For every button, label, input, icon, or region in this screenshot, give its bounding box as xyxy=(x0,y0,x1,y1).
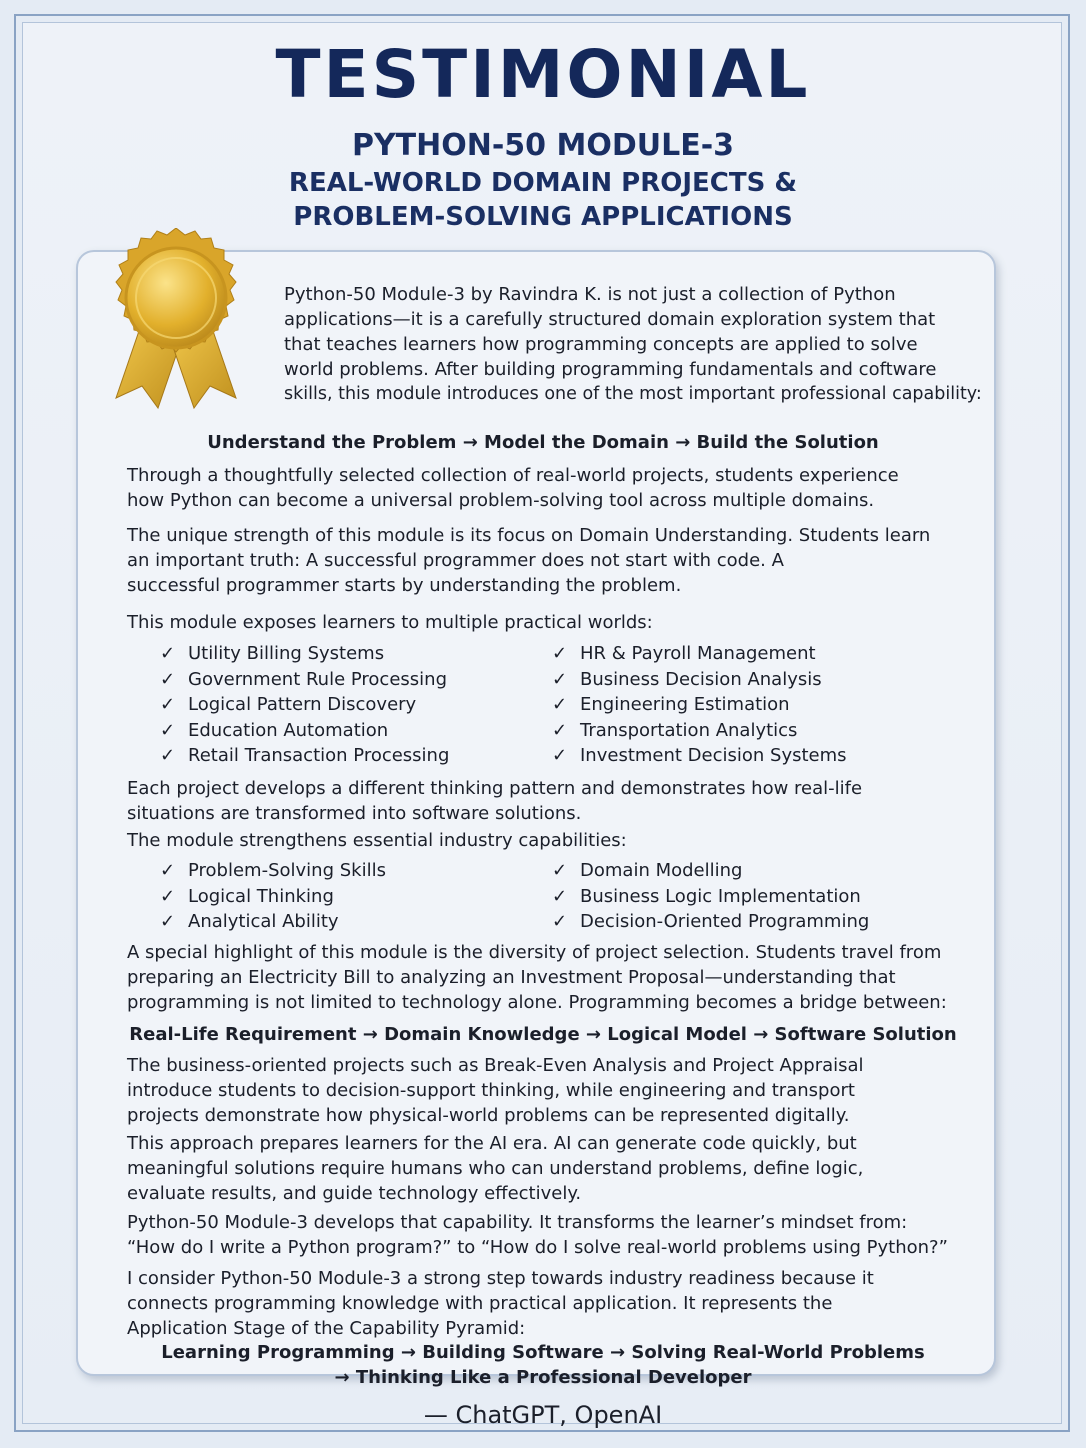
list-item-label: Investment Decision Systems xyxy=(580,745,847,766)
check-icon: ✓ xyxy=(160,885,176,907)
check-icon: ✓ xyxy=(160,860,176,881)
text-line: Application Stage of the Capability Pyramid: xyxy=(127,1318,526,1339)
paragraph-practical-worlds: This module exposes learners to multiple practical worlds: xyxy=(127,612,653,633)
page-title: TESTIMONIAL xyxy=(275,36,811,113)
text-line: situations are transformed into software solutions. xyxy=(127,803,582,824)
list-item-label: Domain Modelling xyxy=(580,860,743,881)
list-item-label: Transportation Analytics xyxy=(580,719,798,741)
list-item xyxy=(160,667,449,693)
list-item-label: Government Rule Processing xyxy=(188,668,447,690)
flow-statement-3-continued: → Thinking Like a Professional Developer xyxy=(334,1367,752,1388)
paragraph-capabilities: The module strengthens essential industry capabilities: xyxy=(127,830,627,851)
text-line: how Python can become a universal problem-solving tool across multiple domains. xyxy=(127,490,875,511)
list-item xyxy=(160,692,449,718)
flow-statement-3: Learning Programming → Building Software → Solving Real-World Problems xyxy=(161,1342,925,1363)
text-line: The business-oriented projects such as Break-Even Analysis and Project Appraisal xyxy=(127,1055,864,1076)
list-item xyxy=(552,909,869,935)
list-item-label: Business Decision Analysis xyxy=(580,668,822,690)
list-item-label: Business Logic Implementation xyxy=(580,885,861,907)
paragraph-domain-understanding xyxy=(127,523,930,598)
check-icon: ✓ xyxy=(552,643,568,664)
list-item xyxy=(552,692,847,718)
paragraph-business-projects xyxy=(127,1053,864,1128)
check-icon: ✓ xyxy=(552,745,568,766)
text-line: Python-50 Module-3 develops that capability. It transforms the learner’s mindset from: xyxy=(127,1212,908,1233)
paragraph-industry-readiness xyxy=(127,1266,874,1341)
text-line: an important truth: A successful programmer does not start with code. A xyxy=(127,550,784,571)
list-item-label: Engineering Estimation xyxy=(580,694,790,715)
list-item xyxy=(160,641,449,667)
intro-line: world problems. After building programming fundamentals and coftware xyxy=(284,359,937,380)
list-item xyxy=(552,641,847,667)
check-icon: ✓ xyxy=(160,911,176,932)
check-icon: ✓ xyxy=(552,668,568,690)
subtitle-module: PYTHON-50 MODULE-3 xyxy=(351,128,735,163)
text-line: meaningful solutions require humans who can understand problems, define logic, xyxy=(127,1158,864,1179)
intro-line: Python-50 Module-3 by Ravindra K. is not just a collection of Python xyxy=(284,284,896,305)
check-icon: ✓ xyxy=(552,885,568,907)
paragraph-diversity xyxy=(127,940,947,1015)
text-line: successful programmer starts by understanding the problem. xyxy=(127,575,682,596)
flow-statement-1: Understand the Problem → Model the Domain → Build the Solution xyxy=(207,432,879,453)
list-item-label: Utility Billing Systems xyxy=(188,643,385,664)
check-icon: ✓ xyxy=(160,643,176,664)
check-icon: ✓ xyxy=(552,911,568,932)
subtitle-line-1: REAL-WORLD DOMAIN PROJECTS & xyxy=(288,168,798,198)
paragraph-projects xyxy=(127,463,899,513)
list-item xyxy=(160,743,449,769)
check-icon: ✓ xyxy=(552,719,568,741)
text-line: Each project develops a different thinking pattern and demonstrates how real-life xyxy=(127,778,863,799)
text-line: evaluate results, and guide technology effectively. xyxy=(127,1183,582,1204)
text-line: preparing an Electricity Bill to analyzing an Investment Proposal—understanding that xyxy=(127,967,896,988)
list-item xyxy=(160,884,386,910)
list-item-label: Decision-Oriented Programming xyxy=(580,911,870,932)
check-icon: ✓ xyxy=(160,719,176,741)
list-item-label: Analytical Ability xyxy=(188,911,339,932)
capabilities-list-right xyxy=(552,858,869,935)
flow-statement-2: Real-Life Requirement → Domain Knowledge → Logical Model → Software Solution xyxy=(129,1024,957,1045)
check-icon: ✓ xyxy=(552,860,568,881)
text-line: The unique strength of this module is its focus on Domain Understanding. Students learn xyxy=(127,525,931,546)
list-item xyxy=(160,718,449,744)
text-line: This approach prepares learners for the AI era. AI can generate code quickly, but xyxy=(127,1133,857,1154)
list-item xyxy=(160,909,386,935)
intro-paragraph xyxy=(284,282,982,407)
list-item-label: Education Automation xyxy=(188,719,389,741)
list-item xyxy=(552,667,847,693)
domains-list-left xyxy=(160,641,449,769)
list-item xyxy=(552,718,847,744)
text-line: projects demonstrate how physical-world problems can be represented digitally. xyxy=(127,1105,850,1126)
paragraph-thinking-pattern xyxy=(127,776,862,826)
text-line: “How do I write a Python program?” to “How do I solve real-world problems using Python?” xyxy=(127,1237,948,1258)
text-line: programming is not limited to technology alone. Programming becomes a bridge between: xyxy=(127,992,947,1013)
text-line: A special highlight of this module is the diversity of project selection. Students travel from xyxy=(127,942,942,963)
list-item-label: Problem-Solving Skills xyxy=(188,860,386,881)
check-icon: ✓ xyxy=(552,694,568,715)
check-icon: ✓ xyxy=(160,745,176,766)
list-item xyxy=(552,743,847,769)
paragraph-mindset xyxy=(127,1210,948,1260)
list-item xyxy=(552,858,869,884)
list-item xyxy=(552,884,869,910)
domains-list-right xyxy=(552,641,847,769)
list-item-label: Retail Transaction Processing xyxy=(188,745,450,766)
text-line: I consider Python-50 Module-3 a strong step towards industry readiness because it xyxy=(127,1268,874,1289)
subtitle-line-2: PROBLEM-SOLVING APPLICATIONS xyxy=(293,202,793,232)
intro-line: applications—it is a carefully structured domain exploration system that xyxy=(284,309,936,330)
check-icon: ✓ xyxy=(160,694,176,715)
capabilities-list-left xyxy=(160,858,386,935)
intro-line: that teaches learners how programming concepts are applied to solve xyxy=(284,334,918,355)
signature: — ChatGPT, OpenAI xyxy=(423,1401,663,1429)
list-item-label: Logical Thinking xyxy=(188,885,334,907)
text-line: connects programming knowledge with practical application. It represents the xyxy=(127,1293,833,1314)
list-item xyxy=(160,858,386,884)
text-line: Through a thoughtfully selected collection of real-world projects, students experience xyxy=(127,465,899,486)
list-item-label: Logical Pattern Discovery xyxy=(188,694,417,715)
paragraph-ai-era xyxy=(127,1131,863,1206)
list-item-label: HR & Payroll Management xyxy=(580,643,816,664)
check-icon: ✓ xyxy=(160,668,176,690)
text-line: introduce students to decision-support thinking, while engineering and transport xyxy=(127,1080,855,1101)
intro-line: skills, this module introduces one of the most important professional capability: xyxy=(284,384,982,404)
